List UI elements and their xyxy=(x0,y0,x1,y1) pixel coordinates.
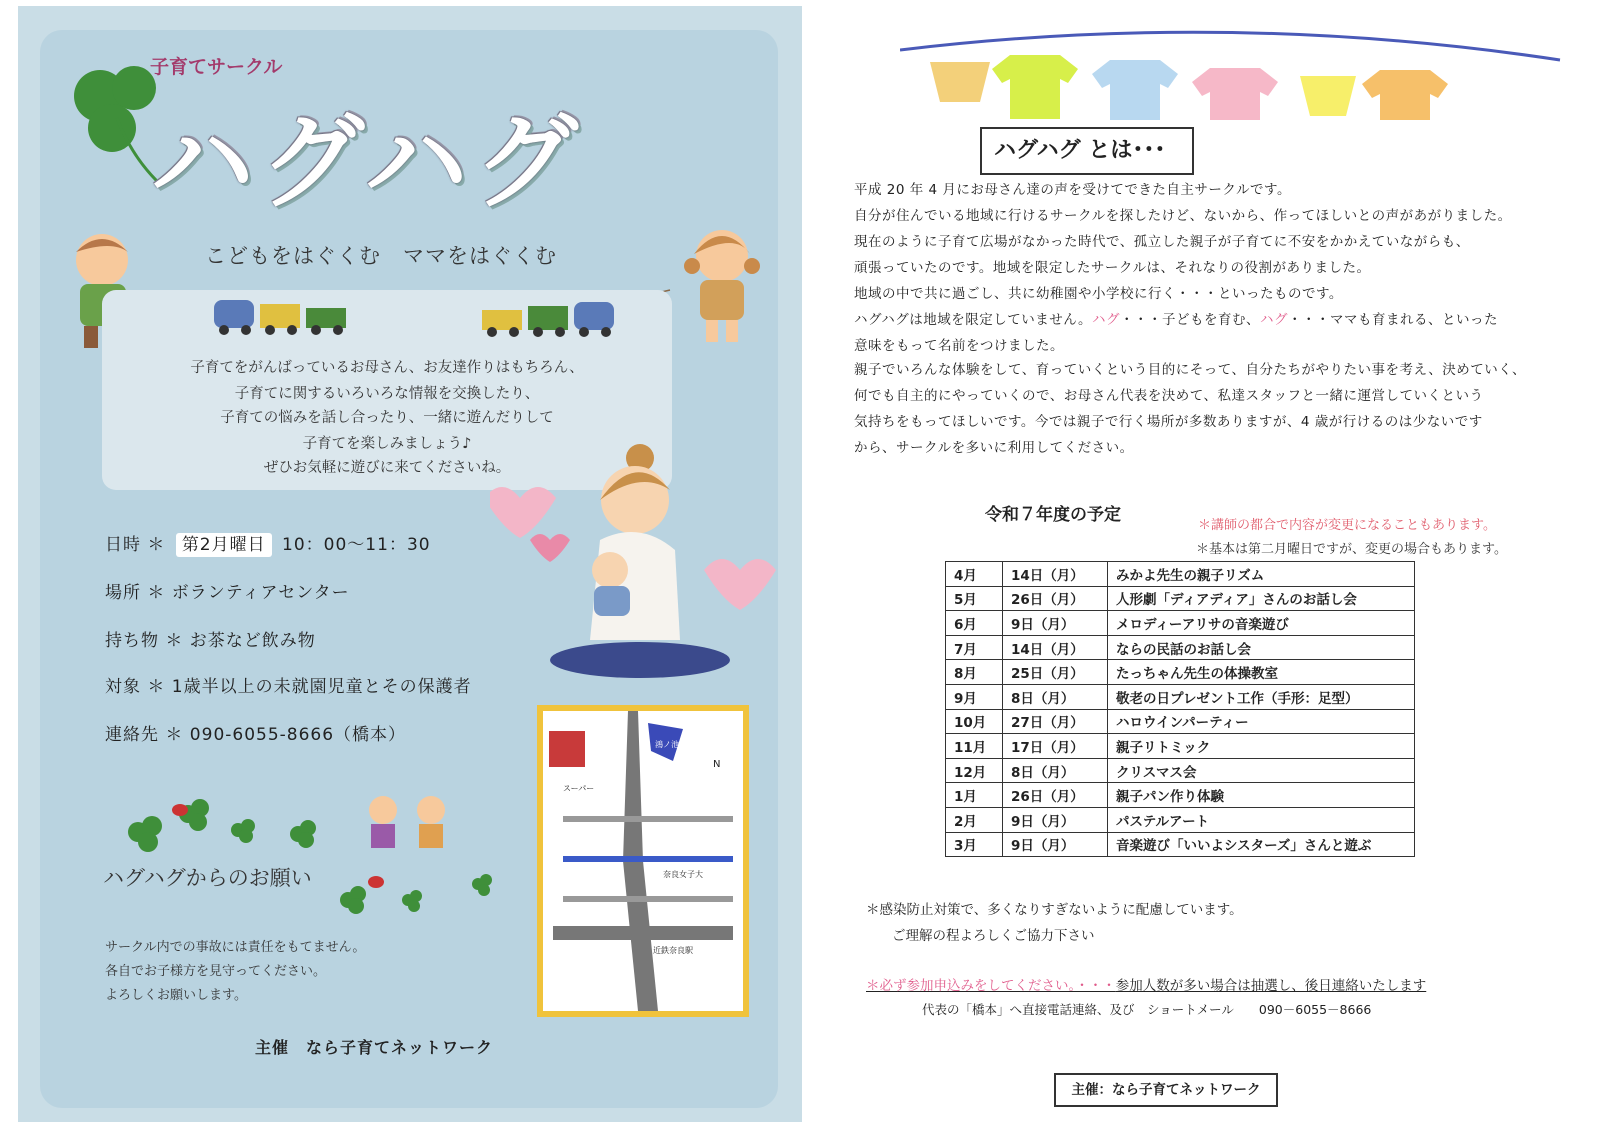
datetime-highlight: 第2月曜日 xyxy=(176,533,272,557)
about-line: 地域の中で共に過ごし、共に幼稚園や小学校に行く・・・といったものです。 xyxy=(854,286,1343,302)
schedule-date: 14日（月） xyxy=(1003,562,1108,587)
schedule-row xyxy=(946,709,1415,734)
note-change: ＊講師の都合で内容が変更になることもあります。 xyxy=(1198,518,1496,533)
schedule-date: 9日（月） xyxy=(1003,611,1108,636)
infection-note-2: ご理解の程よろしくご協力下さい xyxy=(892,928,1095,944)
request-line: 各自でお子様方を見守ってください。 xyxy=(105,964,327,979)
infection-note: ＊感染防止対策で、多くなりすぎないように配慮しています。 xyxy=(866,902,1243,918)
organizer-right: 主催：なら子育てネットワーク xyxy=(1054,1073,1278,1107)
about-line: 何でも自主的にやっていくので、お母さん代表を決めて、私達スタッフと一緒に運営していくという xyxy=(854,388,1484,404)
schedule-row xyxy=(946,635,1415,660)
access-map xyxy=(537,705,749,1017)
about-line: から、サークルを多いに利用してください。 xyxy=(854,440,1134,456)
apply-note-red: ＊必ず参加申込みをしてください。・・・ xyxy=(866,978,1116,994)
schedule-row xyxy=(946,758,1415,783)
mother-baby-illustration xyxy=(490,430,790,680)
schedule-table xyxy=(945,561,1415,857)
schedule-date: 8日（月） xyxy=(1003,758,1108,783)
circle-label: 子育てサークル xyxy=(150,56,283,78)
schedule-date: 26日（月） xyxy=(1003,586,1108,611)
map-label-pond: 鴻ノ池 xyxy=(655,740,679,749)
schedule-row xyxy=(946,807,1415,832)
about-line-hug xyxy=(854,308,1498,328)
schedule-month: 9月 xyxy=(946,684,1003,709)
schedule-event: ハロウインパーティー xyxy=(1108,709,1415,734)
map-label-super: スーパー xyxy=(563,784,595,793)
schedule-event: 親子リトミック xyxy=(1108,734,1415,759)
toy-train-icon xyxy=(210,270,360,340)
schedule-month: 4月 xyxy=(946,562,1003,587)
schedule-event: ならの民話のお話し会 xyxy=(1108,635,1415,660)
schedule-row xyxy=(946,734,1415,759)
schedule-event: 敬老の日プレゼント工作（手形：足型） xyxy=(1108,684,1415,709)
about-line: 現在のように子育て広場がなかった時代で、孤立した親子が子育てに不安をかかえていながらも、 xyxy=(854,234,1470,250)
plan-title: 令和７年度の予定 xyxy=(985,505,1121,525)
flyer-title: ハグハグ xyxy=(150,101,584,223)
about-line: 自分が住んでいる地域に行けるサークルを探したけど、ないから、作ってほしいとの声があがりました。 xyxy=(854,208,1512,224)
clothesline-illustration xyxy=(900,10,1570,120)
about-line-part: ハグハグは地域を限定していません。 xyxy=(854,312,1092,328)
organizer-left: 主催 なら子育てネットワーク xyxy=(255,1038,494,1057)
apply-note xyxy=(866,974,1426,994)
schedule-month: 6月 xyxy=(946,611,1003,636)
apply-contact: 代表の「橋本」へ直接電話連絡、及び ショートメール 090－6055－8666 xyxy=(922,1002,1372,1017)
schedule-event: パステルアート xyxy=(1108,807,1415,832)
map-label-station: 近鉄奈良駅 xyxy=(653,946,693,955)
schedule-month: 1月 xyxy=(946,783,1003,808)
message-line: 子育てを楽しみましょう♪ xyxy=(302,436,472,452)
about-line: 親子でいろんな体験をして、育っていくという目的にそって、自分たちがやりたい事を考え、決めていく、 xyxy=(854,362,1526,378)
schedule-event: メロディーアリサの音楽遊び xyxy=(1108,611,1415,636)
info-bring: 持ち物 ＊ お茶など飲み物 xyxy=(105,631,316,651)
map-label-center: ボランティアセンター xyxy=(551,773,611,780)
hug-word: ハグ xyxy=(1260,312,1288,328)
schedule-event: クリスマス会 xyxy=(1108,758,1415,783)
hug-word: ハグ xyxy=(1092,312,1120,328)
note-basic: ＊基本は第二月曜日ですが、変更の場合もあります。 xyxy=(1196,542,1507,557)
schedule-event: 音楽遊び「いいよシスターズ」さんと遊ぶ xyxy=(1108,832,1415,857)
catchphrase: こどもをはぐくむ ママをはぐくむ xyxy=(205,244,557,268)
about-title: ハグハグ とは･･･ xyxy=(980,127,1194,175)
schedule-date: 26日（月） xyxy=(1003,783,1108,808)
about-line: 意味をもって名前をつけました。 xyxy=(854,338,1064,354)
schedule-date: 8日（月） xyxy=(1003,684,1108,709)
apply-note-rest: 参加人数が多い場合は抽選し、後日連絡いたします xyxy=(1115,978,1427,994)
schedule-date: 9日（月） xyxy=(1003,807,1108,832)
message-line: ぜひお気軽に遊びに来てくださいね。 xyxy=(263,460,511,476)
children-illustration xyxy=(355,792,465,872)
schedule-date: 25日（月） xyxy=(1003,660,1108,685)
schedule-row xyxy=(946,660,1415,685)
map-label-univ: 奈良女子大 xyxy=(663,870,703,879)
schedule-event: 人形劇「ディアディア」さんのお話し会 xyxy=(1108,586,1415,611)
info-target: 対象 ＊ 1歳半以上の未就園児童とその保護者 xyxy=(105,677,472,697)
schedule-month: 10月 xyxy=(946,709,1003,734)
schedule-month: 5月 xyxy=(946,586,1003,611)
about-line: 平成 20 年 4 月にお母さん達の声を受けてできた自主サークルです。 xyxy=(854,182,1291,198)
schedule-month: 2月 xyxy=(946,807,1003,832)
info-contact: 連絡先 ＊ 090-6055-8666（橋本） xyxy=(105,725,407,745)
schedule-row xyxy=(946,684,1415,709)
schedule-row xyxy=(946,783,1415,808)
schedule-row xyxy=(946,586,1415,611)
schedule-event: 親子パン作り体験 xyxy=(1108,783,1415,808)
toy-train-icon xyxy=(478,272,628,342)
about-line: 気持ちをもってほしいです。今では親子で行く場所が多数ありますが、4 歳が行けるのは少ないです xyxy=(854,414,1483,430)
schedule-row xyxy=(946,562,1415,587)
datetime-time: 10：00～11：30 xyxy=(282,535,431,555)
request-line: サークル内での事故には責任をもてません。 xyxy=(105,940,366,955)
schedule-month: 3月 xyxy=(946,832,1003,857)
map-drawing xyxy=(543,711,743,1011)
message-line: 子育てに関するいろいろな情報を交換したり、 xyxy=(234,386,540,402)
schedule-row xyxy=(946,832,1415,857)
message-line: 子育ての悩みを話し合ったり、一緒に遊んだりして xyxy=(220,410,554,426)
schedule-month: 8月 xyxy=(946,660,1003,685)
about-line-part: ・・・子どもを育む、 xyxy=(1120,312,1260,328)
about-line: 頑張っていたのです。地域を限定したサークルは、それなりの役割がありました。 xyxy=(854,260,1371,276)
schedule-date: 17日（月） xyxy=(1003,734,1108,759)
schedule-date: 9日（月） xyxy=(1003,832,1108,857)
schedule-event: みかよ先生の親子リズム xyxy=(1108,562,1415,587)
message-line: 子育てをがんばっているお母さん、お友達作りはもちろん、 xyxy=(190,360,584,376)
schedule-month: 12月 xyxy=(946,758,1003,783)
schedule-date: 14日（月） xyxy=(1003,635,1108,660)
about-line-part: ・・・ママも育まれる、といった xyxy=(1288,312,1498,328)
info-place: 場所 ＊ ボランティアセンター xyxy=(105,583,350,603)
map-label-north: N xyxy=(713,759,721,770)
info-datetime xyxy=(105,530,431,555)
schedule-date: 27日（月） xyxy=(1003,709,1108,734)
schedule-event: たっちゃん先生の体操教室 xyxy=(1108,660,1415,685)
request-title: ハグハグからのお願い xyxy=(103,866,312,890)
schedule-month: 7月 xyxy=(946,635,1003,660)
schedule-month: 11月 xyxy=(946,734,1003,759)
schedule-row xyxy=(946,611,1415,636)
request-line: よろしくお願いします。 xyxy=(105,988,247,1003)
datetime-label: 日時 ＊ xyxy=(105,535,166,555)
